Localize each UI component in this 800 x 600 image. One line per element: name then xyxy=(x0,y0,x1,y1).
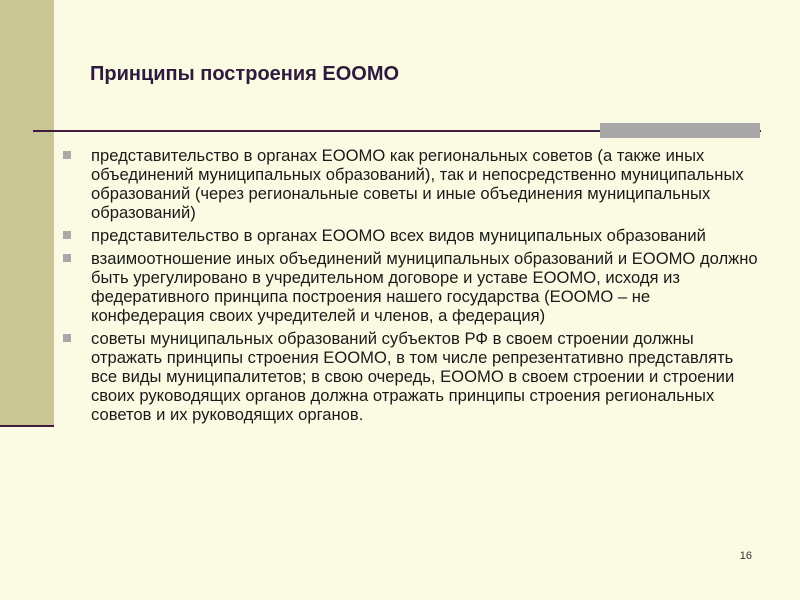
side-decor-rule xyxy=(0,425,54,427)
page-number: 16 xyxy=(739,550,752,562)
side-decor-band xyxy=(0,0,54,427)
bullet-text: представительство в органах ЕООМО всех видов муниципальных образований xyxy=(91,226,706,245)
bullet-text: представительство в органах ЕООМО как региональных советов (а также иных объединений муниципальных образований), так и непосредственно муниципальных образований (через региональные советы и иные объединения муниципальных образований) xyxy=(91,146,744,222)
title-accent-bar xyxy=(600,123,760,138)
square-bullet-icon xyxy=(63,151,71,159)
bullet-item xyxy=(63,226,763,245)
bullet-item xyxy=(63,249,763,325)
bullet-text: взаимоотношение иных объединений муниципальных образований и ЕООМО должно быть урегулировано в учредительном договоре и уставе ЕООМО, исходя из федеративного принципа построения нашего государства (ЕООМО – не конфедерация своих учредителей и членов, а федерация) xyxy=(91,249,758,325)
square-bullet-icon xyxy=(63,334,71,342)
bullet-list xyxy=(63,146,763,428)
square-bullet-icon xyxy=(63,231,71,239)
slide-title: Принципы построения ЕООМО xyxy=(90,63,400,85)
square-bullet-icon xyxy=(63,254,71,262)
bullet-item xyxy=(63,329,763,424)
bullet-item xyxy=(63,146,763,222)
bullet-text: советы муниципальных образований субъектов РФ в своем строении должны отражать принципы строения ЕООМО, в том числе репрезентативно представлять все виды муниципалитетов; в свою очередь, ЕООМО в своем строении и строении своих руководящих органов должна отражать принципы строения региональных советов и их руководящих органов. xyxy=(91,329,735,424)
